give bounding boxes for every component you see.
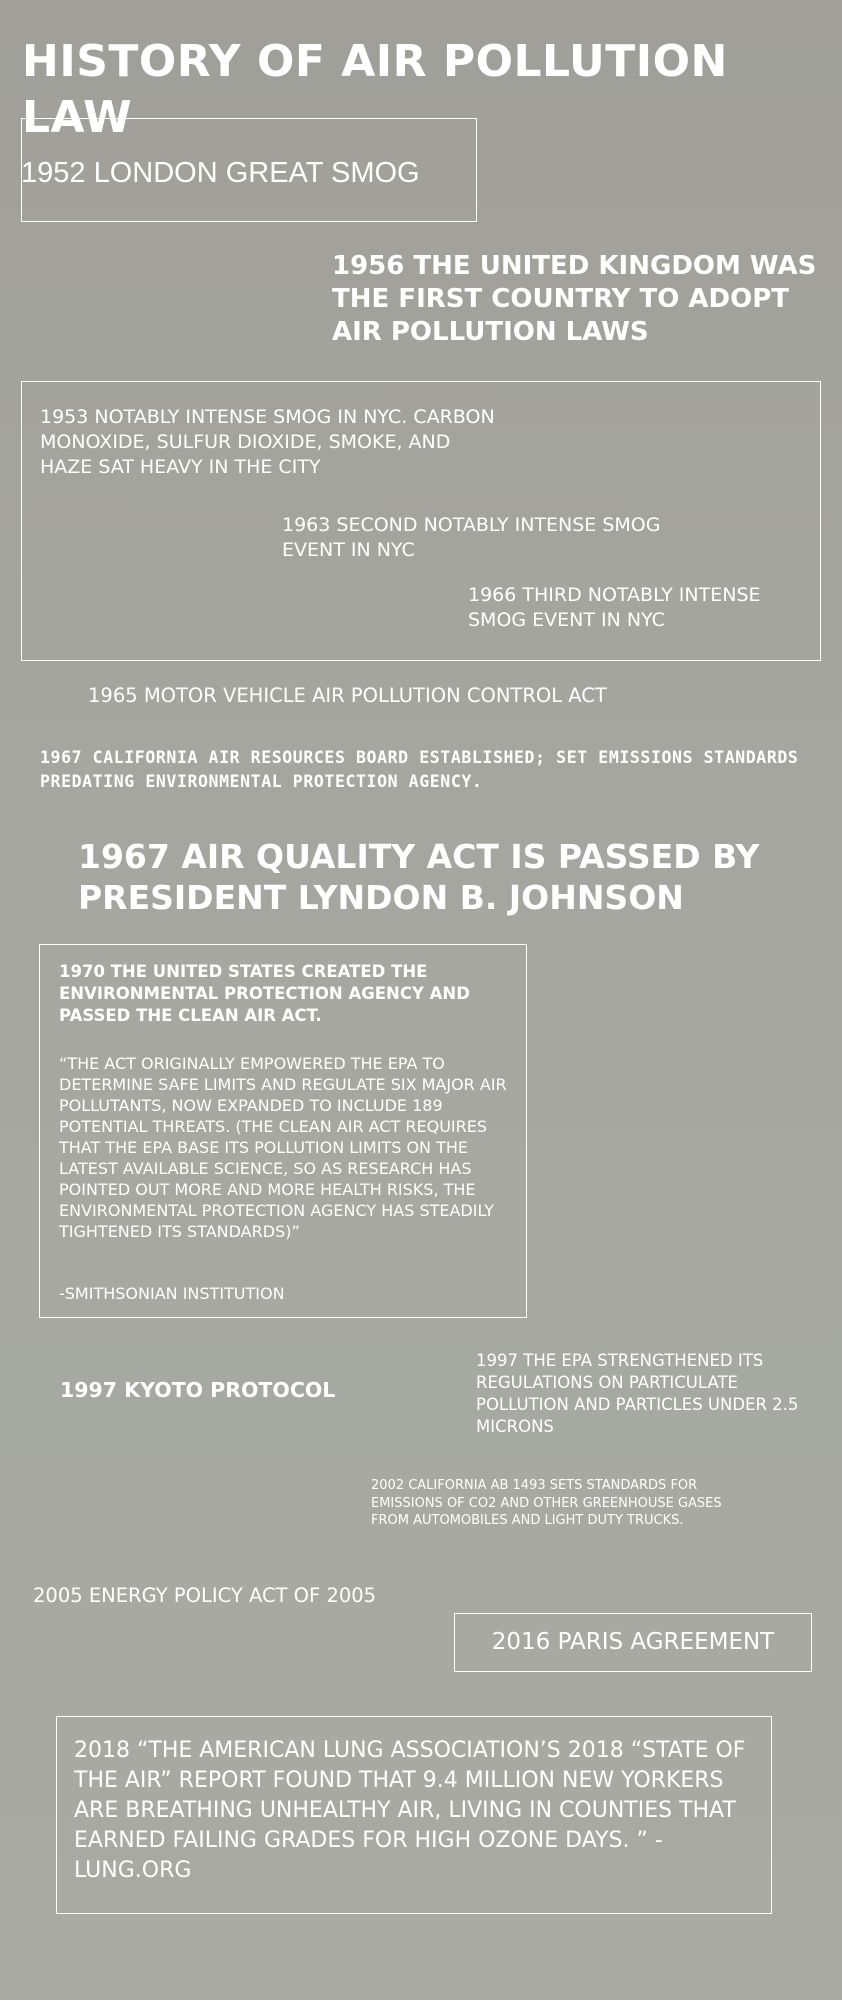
event-1953-text: 1953 NOTABLY INTENSE SMOG IN NYC. CARBON MONOXIDE, SULFUR DIOXIDE, SMOKE, AND HAZE SAT HEAVY IN THE CITY — [40, 406, 495, 478]
event-1966-text: 1966 THIRD NOTABLY INTENSE SMOG EVENT IN NYC — [468, 584, 761, 631]
event-1952-text: 1952 LONDON GREAT SMOG — [21, 157, 420, 189]
event-1963-text: 1963 SECOND NOTABLY INTENSE SMOG EVENT IN NYC — [282, 514, 661, 561]
event-2002-text: 2002 CALIFORNIA AB 1493 SETS STANDARDS FOR EMISSIONS OF CO2 AND OTHER GREENHOUSE GASES FROM AUTOMOBILES AND LIGHT DUTY TRUCKS. — [371, 1478, 722, 1528]
event-1997-kyoto-text: 1997 KYOTO PROTOCOL — [60, 1378, 336, 1402]
event-1970-quote: “THE ACT ORIGINALLY EMPOWERED THE EPA TO DETERMINE SAFE LIMITS AND REGULATE SIX MAJOR AIR POLLUTANTS, NOW EXPANDED TO INCLUDE 189 POTENTIAL THREATS. (THE CLEAN AIR ACT REQUIRES THAT THE EPA BASE ITS POLLUTION LIMITS ON THE LATEST AVAILABLE SCIENCE, SO AS RESEARCH HAS POINTED OUT MORE AND MORE HEALTH RISKS, THE ENVIRONMENTAL PROTECTION AGENCY HAS STEADILY TIGHTENED ITS STANDARDS)” — [59, 1054, 507, 1241]
event-1956-text: 1956 THE UNITED KINGDOM WAS THE FIRST COUNTRY TO ADOPT AIR POLLUTION LAWS — [332, 251, 817, 347]
event-1965-text: 1965 MOTOR VEHICLE AIR POLLUTION CONTROL ACT — [88, 684, 607, 707]
event-1997-epa-text: 1997 THE EPA STRENGTHENED ITS REGULATIONS ON PARTICULATE POLLUTION AND PARTICLES UNDER 2.5 MICRONS — [476, 1351, 799, 1436]
event-1967-air-quality-act-text: 1967 AIR QUALITY ACT IS PASSED BY PRESIDENT LYNDON B. JOHNSON — [78, 837, 760, 917]
event-2005-text: 2005 ENERGY POLICY ACT OF 2005 — [33, 1584, 377, 1607]
event-2016-text: 2016 PARIS AGREEMENT — [491, 1629, 775, 1655]
page-title: HISTORY OF AIR POLLUTION LAW — [22, 36, 728, 143]
event-2018-text: 2018 “THE AMERICAN LUNG ASSOCIATION’S 2018 “STATE OF THE AIR” REPORT FOUND THAT 9.4 MILLION NEW YORKERS ARE BREATHING UNHEALTHY AIR, LIVING IN COUNTIES THAT EARNED FAILING GRADES FOR HIGH OZONE DAYS. ” -LUNG.ORG — [74, 1738, 746, 1883]
event-1970-title: 1970 THE UNITED STATES CREATED THE ENVIRONMENTAL PROTECTION AGENCY AND PASSED THE CLEAN AIR ACT. — [59, 962, 470, 1025]
event-1970-source: -SMITHSONIAN INSTITUTION — [59, 1284, 285, 1303]
event-1967-carb-text: 1967 CALIFORNIA AIR RESOURCES BOARD ESTABLISHED; SET EMISSIONS STANDARDS PREDATING ENVIRONMENTAL PROTECTION AGENCY. — [40, 748, 799, 791]
